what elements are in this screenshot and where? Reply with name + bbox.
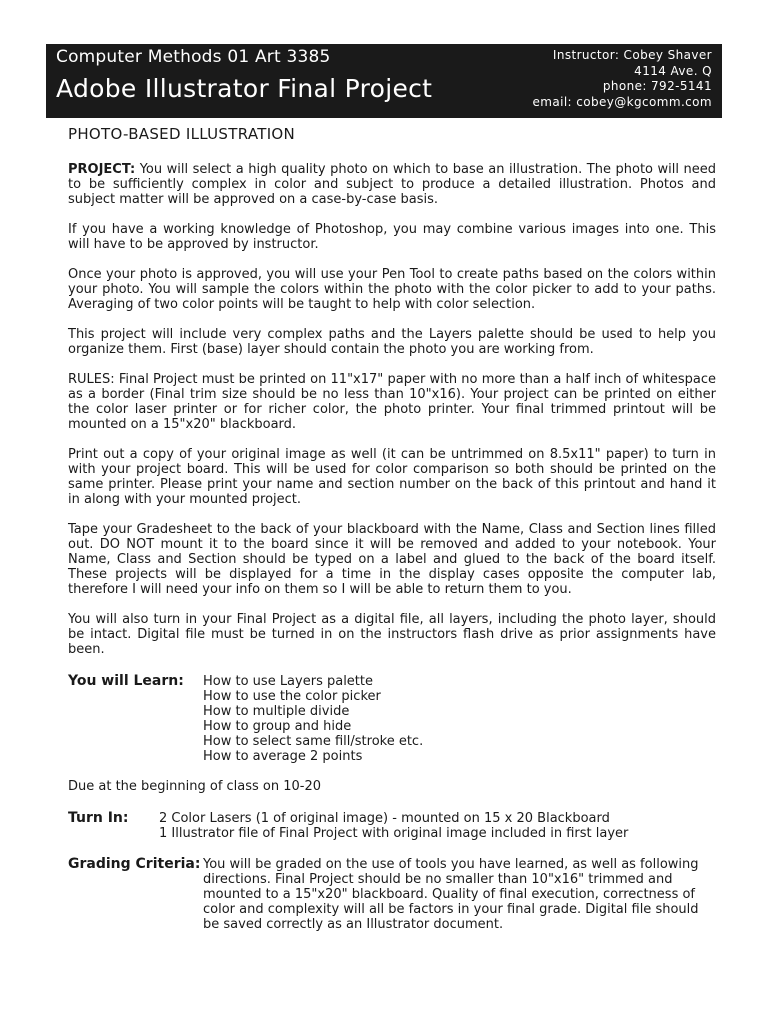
grading-text: You will be graded on the use of tools you have learned, as well as following directions. Final Project should be no smaller than 10"x16" trimmed and mounted to a 15"x20" blackboard. Quality of final execution, correctness of color and complexity will all be factors in your final grade. Digital file should be saved correctly as an Illustrator document. <box>203 857 699 932</box>
turn-in-section <box>68 811 716 841</box>
instructor-contact <box>532 48 712 110</box>
turn-in-label: Turn In: <box>68 810 129 826</box>
course-name: Computer Methods 01 Art 3385 <box>56 47 331 67</box>
grading-section <box>68 857 716 932</box>
header-banner <box>46 44 722 118</box>
paragraph-gradesheet: Tape your Gradesheet to the back of your blackboard with the Name, Class and Section lines filled out. DO NOT mount it to the board since it will be removed and added to your notebook. Your Name, Class and Section should be typed on a label and glued to the back of the board itself. These projects will be displayed for a time in the display cases opposite the computer lab, therefore I will need your info on them so I will be able to return them to you. <box>68 522 716 597</box>
paragraph-rules: RULES: Final Project must be printed on 11"x17" paper with no more than a half inch of whitespace as a border (Final trim size should be no less than 10"x16). Your project can be printed on either the color laser printer or for richer color, the photo printer. Your final trimmed printout will be mounted on a 15"x20" blackboard. <box>68 372 716 432</box>
learn-label: You will Learn: <box>68 673 184 689</box>
learn-list <box>203 674 423 764</box>
section-title: PHOTO-BASED ILLUSTRATION <box>68 125 296 143</box>
paragraph-print-copy: Print out a copy of your original image as well (it can be untrimmed on 8.5x11" paper) to turn in with your project board. This will be used for color comparison so both should be printed on the same printer. Please print your name and section number on the back of this printout and hand it in along with your mounted project. <box>68 447 716 507</box>
learn-item: How to group and hide <box>203 719 352 734</box>
page-title: Adobe Illustrator Final Project <box>56 74 433 103</box>
learn-item: How to multiple divide <box>203 704 350 719</box>
paragraph-layers: This project will include very complex paths and the Layers palette should be used to help you organize them. First (base) layer should contain the photo you are working from. <box>68 327 716 357</box>
learn-section <box>68 674 716 764</box>
learn-item: How to average 2 points <box>203 749 363 764</box>
turn-in-item: 2 Color Lasers (1 of original image) - mounted on 15 x 20 Blackboard <box>159 811 610 826</box>
due-date: Due at the beginning of class on 10-20 <box>68 779 322 794</box>
turn-in-list <box>159 811 628 841</box>
instructor-name: Instructor: Cobey Shaver <box>552 48 712 62</box>
turn-in-item: 1 Illustrator file of Final Project with original image included in first layer <box>159 826 629 841</box>
learn-item: How to use Layers palette <box>203 674 373 689</box>
project-text: You will select a high quality photo on which to base an illustration. The photo will need to be sufficiently complex in color and subject to produce a detailed illustration. Photos and subject matter will be approved on a case-by-case basis. <box>68 162 716 207</box>
project-paragraph <box>68 162 716 207</box>
paragraph-photoshop: If you have a working knowledge of Photoshop, you may combine various images into one. This will have to be approved by instructor. <box>68 222 716 252</box>
grading-label: Grading Criteria: <box>68 856 201 872</box>
learn-item: How to use the color picker <box>203 689 381 704</box>
document-body <box>68 124 716 932</box>
instructor-address: 4114 Ave. Q <box>634 63 712 78</box>
project-lead: PROJECT: <box>68 162 136 177</box>
instructor-email: email: cobey@kgcomm.com <box>532 94 712 109</box>
instructor-phone: phone: 792-5141 <box>602 79 712 93</box>
paragraph-pen-tool: Once your photo is approved, you will use your Pen Tool to create paths based on the colors within your photo. You will sample the colors within the photo with the color picker to add to your paths. Averaging of two color points will be taught to help with color selection. <box>68 267 716 312</box>
learn-item: How to select same fill/stroke etc. <box>203 734 424 749</box>
paragraph-digital-file: You will also turn in your Final Project as a digital file, all layers, including the photo layer, should be intact. Digital file must be turned in on the instructors flash drive as prior assignments have been. <box>68 612 716 657</box>
